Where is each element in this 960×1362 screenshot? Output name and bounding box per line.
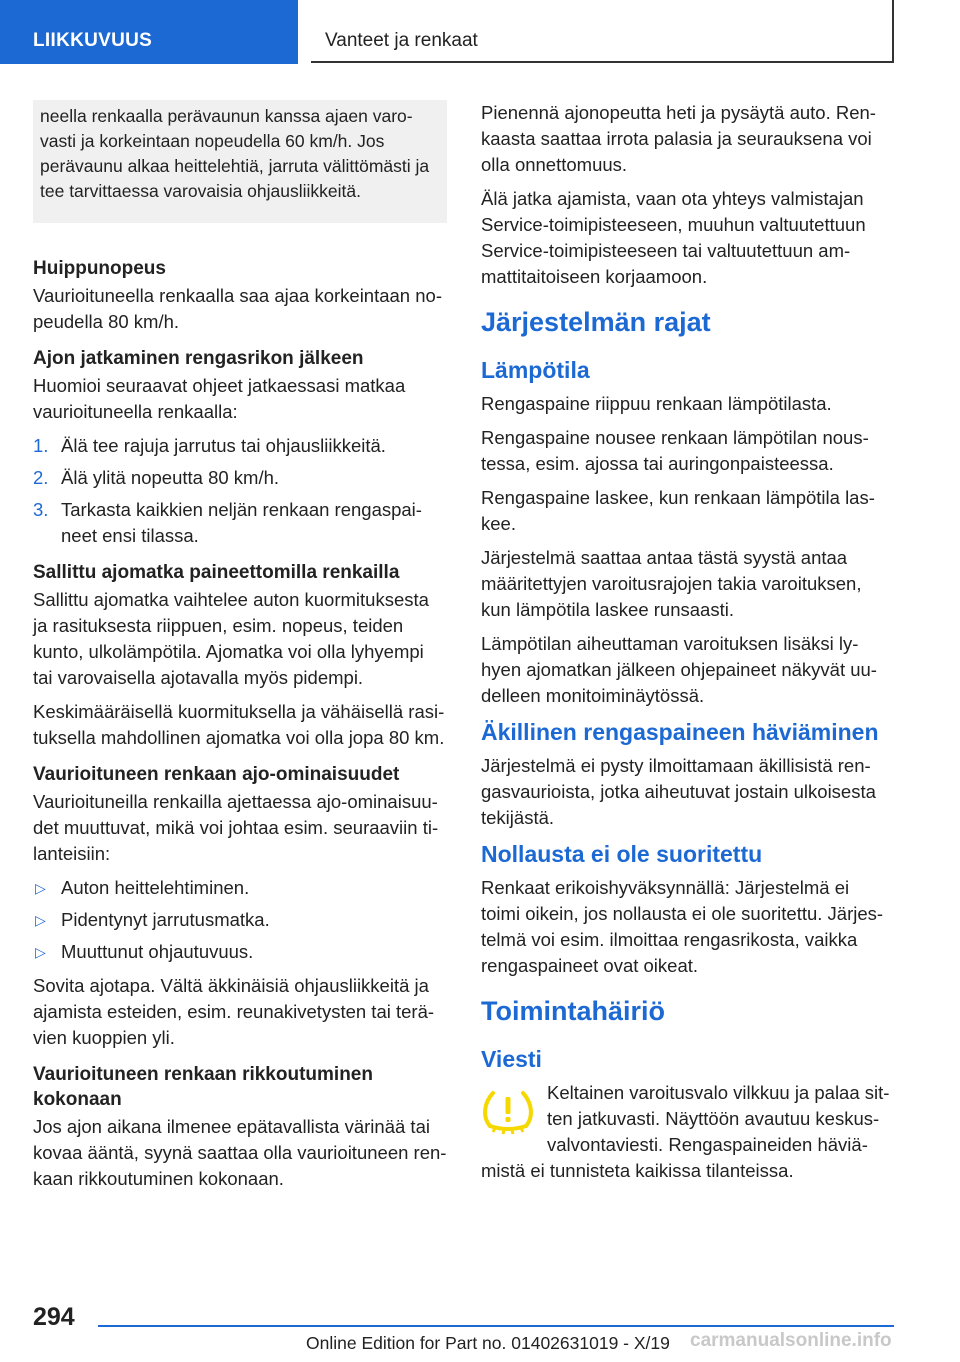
bullet-text: Auton heittelehtiminen. (61, 877, 250, 898)
step-text: Älä tee rajuja jarrutus tai ohjausliikkeitä. (61, 435, 386, 456)
heading-continue-driving: Ajon jatkaminen rengasrikon jälkeen (33, 348, 364, 369)
bullet-triangle-icon: ▷ (35, 880, 46, 896)
heading-reset-not-done: Nollausta ei ole suoritettu (481, 841, 763, 867)
paragraph-top-speed: Vaurioituneella renkaalla saa ajaa korkeintaan no-peudella 80 km/h. (33, 285, 442, 332)
warning-message-block (481, 1080, 893, 1184)
watermark-text: carmanualsonline.info (690, 1330, 892, 1351)
list-item (33, 939, 447, 965)
bullet-text: Pidentynyt jarrutusmatka. (61, 909, 270, 930)
heading-driving-characteristics: Vaurioituneen renkaan ajo-ominaisuudet (33, 764, 400, 785)
heading-tire-breakdown: Vaurioituneen renkaan rikkoutuminen kokonaan (33, 1064, 373, 1110)
step-number: 1. (33, 435, 49, 456)
footer-edition-text: Online Edition for Part no. 01402631019 - X/19 (306, 1333, 670, 1353)
step-number: 3. (33, 499, 49, 520)
heading-allowed-distance: Sallittu ajomatka paineettomilla renkailla (33, 562, 400, 583)
heading-sudden-pressure-loss: Äkillinen rengaspaineen häviäminen (481, 719, 879, 745)
paragraph-contact-service: Älä jatka ajamista, vaan ota yhteys valmistajan Service-toimipisteeseen, muuhun valtuutettuun Service-toimipisteeseen tai valtuutettuun am-mattitaitoiseen korjaamoon. (481, 188, 866, 287)
heading-temperature: Lämpötila (481, 357, 590, 383)
paragraph-driving-characteristics-2: Sovita ajotapa. Vältä äkkinäisiä ohjausliikkeitä ja ajamista esteiden, esim. reunakivetysten tai terä-vien kuoppien yli. (33, 975, 435, 1048)
paragraph-tire-breakdown: Jos ajon aikana ilmenee epätavallista värinää tai kovaa ääntä, syynä saattaa olla vaurioituneen ren-kaan rikkoutuminen kokonaan. (33, 1116, 447, 1189)
heading-top-speed: Huippunopeus (33, 258, 166, 279)
bullet-triangle-icon: ▷ (35, 912, 46, 928)
header-section-tab (0, 0, 298, 64)
bullet-text: Muuttunut ohjautuvuus. (61, 941, 254, 962)
continued-note-box: neella renkaalla perävaunun kanssa ajaen varo-vasti ja korkeintaan nopeudella 60 km/h. Jos perävaunu alkaa heittelehtiä, jarruta välittömästi ja tee tarvittaessa varovaisia ohjausliikkeitä. (33, 100, 447, 223)
paragraph-reset-not-done: Renkaat erikoishyväksynnällä: Järjestelmä ei toimi oikein, jos nollausta ei ole suoritettu. Järjes-telmä voi esim. ilmoittaa rengasrikosta, vaikka rengaspaineet ovat oikeat. (481, 877, 884, 976)
warning-message-text: Keltainen varoitusvalo vilkkuu ja palaa sit-ten jatkuvasti. Näyttöön avautuu keskus-valvontaviesti. Rengaspaineiden häviä- (547, 1082, 890, 1155)
paragraph-allowed-distance-2: Keskimääräisellä kuormituksella ja vähäisellä rasi-tuksella mahdollinen ajomatka voi olla jopa 80 km. (33, 701, 445, 748)
step-text: Älä ylitä nopeutta 80 km/h. (61, 467, 280, 488)
continue-driving-steps (33, 433, 447, 549)
list-item (33, 875, 447, 901)
paragraph-temperature-3: Rengaspaine laskee, kun renkaan lämpötila las-kee. (481, 487, 875, 534)
left-column (33, 100, 447, 1200)
bullet-triangle-icon: ▷ (35, 944, 46, 960)
paragraph-driving-characteristics-1: Vaurioituneilla renkailla ajettaessa ajo-ominaisuu-det muuttuvat, mikä voi johtaa esim. seuraaviin ti-lanteisiin: (33, 791, 439, 864)
list-item (33, 465, 447, 491)
driving-characteristics-list (33, 875, 447, 965)
right-column (481, 100, 893, 1184)
header-chapter-box (311, 0, 894, 63)
paragraph-reduce-speed: Pienennä ajonopeutta heti ja pysäytä auto. Ren-kaasta saattaa irrota palasia ja seurauksena voi olla onnettomuus. (481, 102, 876, 175)
paragraph-continue-driving: Huomioi seuraavat ohjeet jatkaessasi matkaa vaurioituneella renkaalla: (33, 375, 406, 422)
heading-malfunction: Toimintahäiriö (481, 996, 666, 1026)
warning-message-tail: mistä ei tunnisteta kaikissa tilanteissa. (481, 1160, 794, 1181)
list-item (33, 497, 447, 549)
step-text: Tarkasta kaikkien neljän renkaan rengaspai-neet ensi tilassa. (61, 499, 422, 546)
page-number: 294 (33, 1303, 75, 1331)
paragraph-temperature-1: Rengaspaine riippuu renkaan lämpötilasta. (481, 393, 832, 414)
paragraph-allowed-distance-1: Sallittu ajomatka vaihtelee auton kuormituksesta ja rasituksesta riippuen, esim. nopeus, teiden kunto, ulkolämpötila. Ajomatka voi olla lyhyempi tai varovaisella ajotavalla myös pidempi. (33, 589, 429, 688)
heading-system-limits: Järjestelmän rajat (481, 307, 711, 337)
heading-message: Viesti (481, 1046, 542, 1072)
header-chapter-label: Vanteet ja renkaat (325, 30, 478, 51)
paragraph-sudden-pressure-loss: Järjestelmä ei pysty ilmoittamaan äkillisistä ren-gasvaurioista, jotka aiheutuvat jostain ulkoisesta tekijästä. (481, 755, 876, 828)
paragraph-temperature-4: Järjestelmä saattaa antaa tästä syystä antaa määritettyjen varoitusrajojen takia varoituksen, kun lämpötila laskee runsaasti. (481, 547, 862, 620)
footer-divider (98, 1325, 894, 1327)
list-item (33, 433, 447, 459)
list-item (33, 907, 447, 933)
header-section-label: LIIKKUVUUS (33, 30, 153, 51)
tire-pressure-warning-icon (481, 1088, 535, 1136)
paragraph-temperature-5: Lämpötilan aiheuttaman varoituksen lisäksi ly-hyen ajomatkan jälkeen ohjepaineet näkyvät uu-delleen monitoiminäytössä. (481, 633, 877, 706)
step-number: 2. (33, 467, 49, 488)
paragraph-temperature-2: Rengaspaine nousee renkaan lämpötilan nous-tessa, esim. ajossa tai auringonpaisteessa. (481, 427, 869, 474)
